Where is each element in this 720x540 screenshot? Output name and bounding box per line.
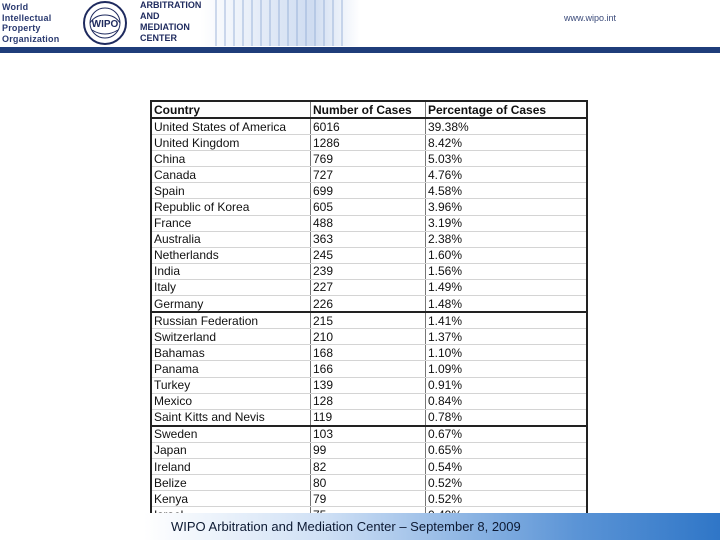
cell-number-of-cases: 99 xyxy=(311,442,426,458)
cell-number-of-cases: 103 xyxy=(311,426,426,443)
cell-country: Russian Federation xyxy=(151,312,311,329)
cell-percentage: 8.42% xyxy=(426,135,588,151)
cell-number-of-cases: 128 xyxy=(311,393,426,409)
cell-percentage: 0.52% xyxy=(426,491,588,507)
table-row xyxy=(151,458,587,474)
cell-country: Bahamas xyxy=(151,345,311,361)
table-body xyxy=(151,118,587,523)
header-decorative-lines xyxy=(215,0,345,46)
org-line: World xyxy=(2,2,29,12)
cell-number-of-cases: 363 xyxy=(311,231,426,247)
table-row xyxy=(151,442,587,458)
org-line: Organization xyxy=(2,33,60,44)
table-row xyxy=(151,263,587,279)
cell-percentage: 1.49% xyxy=(426,279,588,295)
cell-country: Belize xyxy=(151,475,311,491)
cell-country: Italy xyxy=(151,279,311,295)
center-line: AND xyxy=(140,11,160,21)
cell-number-of-cases: 168 xyxy=(311,345,426,361)
cell-number-of-cases: 6016 xyxy=(311,118,426,135)
cell-percentage: 1.41% xyxy=(426,312,588,329)
arbitration-center-name xyxy=(140,0,201,44)
table-row xyxy=(151,329,587,345)
table-row xyxy=(151,393,587,409)
cell-number-of-cases: 239 xyxy=(311,263,426,279)
cell-country: Republic of Korea xyxy=(151,199,311,215)
cell-percentage: 4.76% xyxy=(426,167,588,183)
cell-number-of-cases: 488 xyxy=(311,215,426,231)
table-row xyxy=(151,377,587,393)
emblem-text: WIPO xyxy=(91,19,119,30)
cell-percentage: 1.10% xyxy=(426,345,588,361)
table-row xyxy=(151,118,587,135)
cell-country: Japan xyxy=(151,442,311,458)
cell-country: United States of America xyxy=(151,118,311,135)
cell-number-of-cases: 605 xyxy=(311,199,426,215)
footer-text: WIPO Arbitration and Mediation Center – September 8, 2009 xyxy=(171,519,521,534)
cell-percentage: 3.96% xyxy=(426,199,588,215)
cases-by-country-table-container xyxy=(150,100,588,524)
cell-percentage: 1.60% xyxy=(426,247,588,263)
cell-percentage: 3.19% xyxy=(426,215,588,231)
table-row xyxy=(151,167,587,183)
cell-percentage: 0.54% xyxy=(426,458,588,474)
cell-country: China xyxy=(151,151,311,167)
table-row xyxy=(151,279,587,295)
center-line: MEDIATION xyxy=(140,22,190,32)
org-line: Property xyxy=(2,23,41,34)
table-row xyxy=(151,475,587,491)
cell-percentage: 1.37% xyxy=(426,329,588,345)
table-row xyxy=(151,361,587,377)
cell-number-of-cases: 82 xyxy=(311,458,426,474)
center-line: ARBITRATION xyxy=(140,0,202,10)
cell-number-of-cases: 210 xyxy=(311,329,426,345)
table-row xyxy=(151,151,587,167)
cell-number-of-cases: 80 xyxy=(311,475,426,491)
cell-percentage: 2.38% xyxy=(426,231,588,247)
cell-number-of-cases: 119 xyxy=(311,409,426,426)
table-row xyxy=(151,199,587,215)
table-row xyxy=(151,491,587,507)
cell-country: India xyxy=(151,263,311,279)
cell-number-of-cases: 215 xyxy=(311,312,426,329)
cell-country: Switzerland xyxy=(151,329,311,345)
column-header-country: Country xyxy=(151,101,311,118)
cell-percentage: 0.67% xyxy=(426,426,588,443)
cell-country: Germany xyxy=(151,296,311,313)
table-row xyxy=(151,426,587,443)
cell-percentage: 0.65% xyxy=(426,442,588,458)
cell-percentage: 0.52% xyxy=(426,475,588,491)
table-row xyxy=(151,215,587,231)
cell-country: France xyxy=(151,215,311,231)
website-url[interactable]: www.wipo.int xyxy=(563,13,616,23)
wipo-organization-name xyxy=(2,2,78,44)
cell-country: Sweden xyxy=(151,426,311,443)
cell-number-of-cases: 79 xyxy=(311,491,426,507)
column-header-percentage: Percentage of Cases xyxy=(426,101,588,118)
cell-country: Australia xyxy=(151,231,311,247)
cell-number-of-cases: 166 xyxy=(311,361,426,377)
cell-percentage: 39.38% xyxy=(426,118,588,135)
cell-percentage: 1.09% xyxy=(426,361,588,377)
cell-percentage: 1.56% xyxy=(426,263,588,279)
table-row xyxy=(151,296,587,313)
table-row xyxy=(151,135,587,151)
cell-country: Netherlands xyxy=(151,247,311,263)
column-header-number-of-cases: Number of Cases xyxy=(311,101,426,118)
cases-by-country-table xyxy=(150,100,588,524)
cell-country: Saint Kitts and Nevis xyxy=(151,409,311,426)
cell-number-of-cases: 139 xyxy=(311,377,426,393)
cell-number-of-cases: 226 xyxy=(311,296,426,313)
cell-country: Mexico xyxy=(151,393,311,409)
cell-percentage: 0.78% xyxy=(426,409,588,426)
cell-percentage: 4.58% xyxy=(426,183,588,199)
cell-number-of-cases: 245 xyxy=(311,247,426,263)
cell-country: Canada xyxy=(151,167,311,183)
table-row xyxy=(151,247,587,263)
table-row xyxy=(151,409,587,426)
cell-percentage: 1.48% xyxy=(426,296,588,313)
cell-country: Spain xyxy=(151,183,311,199)
table-row xyxy=(151,231,587,247)
slide-header xyxy=(0,0,720,48)
cell-country: Kenya xyxy=(151,491,311,507)
cell-country: Turkey xyxy=(151,377,311,393)
wipo-emblem-icon xyxy=(80,0,130,46)
cell-number-of-cases: 1286 xyxy=(311,135,426,151)
cell-country: United Kingdom xyxy=(151,135,311,151)
table-row xyxy=(151,345,587,361)
cell-number-of-cases: 227 xyxy=(311,279,426,295)
cell-percentage: 0.91% xyxy=(426,377,588,393)
header-rule xyxy=(0,47,720,53)
org-line: Intellectual xyxy=(2,12,52,23)
cell-number-of-cases: 769 xyxy=(311,151,426,167)
cell-number-of-cases: 699 xyxy=(311,183,426,199)
cell-percentage: 0.84% xyxy=(426,393,588,409)
cell-country: Ireland xyxy=(151,458,311,474)
table-row xyxy=(151,312,587,329)
cell-percentage: 5.03% xyxy=(426,151,588,167)
cell-number-of-cases: 727 xyxy=(311,167,426,183)
table-row xyxy=(151,183,587,199)
table-header-row xyxy=(151,101,587,118)
center-line: CENTER xyxy=(140,33,178,43)
cell-country: Panama xyxy=(151,361,311,377)
